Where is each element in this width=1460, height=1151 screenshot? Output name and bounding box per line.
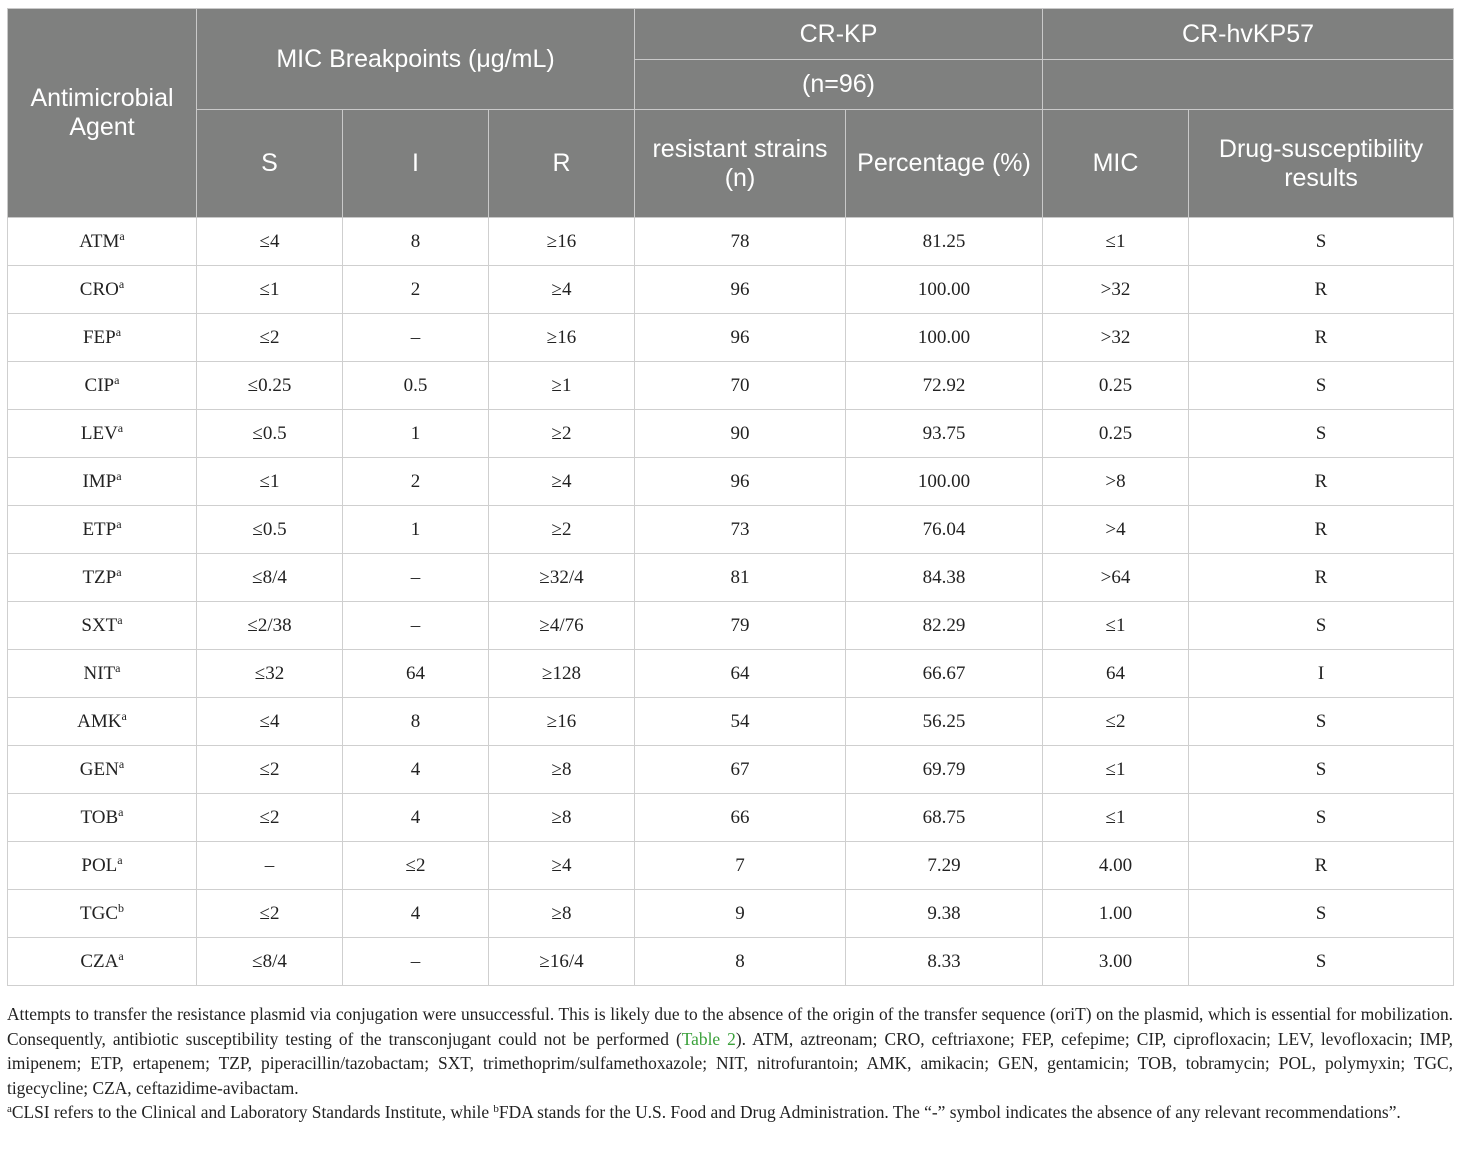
agent-name: ETP	[82, 518, 117, 540]
agent-superscript: a	[118, 756, 125, 771]
cell-mic: ≤1	[1043, 602, 1189, 650]
cell-result: R	[1189, 266, 1454, 314]
cell-pct: 93.75	[846, 410, 1043, 458]
footnote-text-1b: ). ATM, aztreonam; CRO, ceftriaxone; FEP, cefepime; CIP, ciprofloxacin; LEV, levofloxacin; IMP, imipenem; ETP, ertapenem; TZP, piperacillin/tazobactam; SXT, trimethoprim/sulfamethoxazole; NIT, nitrofurantoin; AMK, amikacin; GEN, gentamicin; TOB, tobramycin; POL, polymyxin; TGC, tigecycline; CZA, ceftazidime-avibactam.	[7, 1028, 1453, 1098]
table-row	[8, 698, 1454, 746]
table-body	[8, 218, 1454, 986]
cell-i: 64	[343, 650, 489, 698]
cell-agent	[8, 602, 197, 650]
cell-i: 8	[343, 218, 489, 266]
cell-i: –	[343, 938, 489, 986]
table-row	[8, 410, 1454, 458]
cell-i: –	[343, 554, 489, 602]
agent-name: SXT	[81, 614, 118, 636]
cell-s: ≤0.5	[197, 410, 343, 458]
cell-s: ≤2	[197, 890, 343, 938]
cell-result: R	[1189, 458, 1454, 506]
cell-r: ≥8	[489, 746, 635, 794]
agent-name: FEP	[82, 326, 116, 348]
cell-mic: >4	[1043, 506, 1189, 554]
cell-n: 8	[635, 938, 846, 986]
cell-mic: 0.25	[1043, 362, 1189, 410]
cell-r: ≥16	[489, 218, 635, 266]
header-mic: MIC	[1043, 110, 1189, 218]
cell-result: S	[1189, 362, 1454, 410]
header-hvkp: CR-hvKP57	[1043, 9, 1454, 60]
table-row	[8, 602, 1454, 650]
cell-mic: >8	[1043, 458, 1189, 506]
cell-n: 66	[635, 794, 846, 842]
cell-r: ≥128	[489, 650, 635, 698]
agent-superscript: a	[118, 948, 124, 963]
cell-result: R	[1189, 554, 1454, 602]
cell-pct: 82.29	[846, 602, 1043, 650]
cell-s: ≤2	[197, 314, 343, 362]
cell-n: 64	[635, 650, 846, 698]
cell-s: ≤2	[197, 746, 343, 794]
cell-pct: 66.67	[846, 650, 1043, 698]
table-row	[8, 938, 1454, 986]
agent-name: ATM	[79, 230, 120, 252]
cell-mic: 4.00	[1043, 842, 1189, 890]
footnote-sup-b: b	[493, 1103, 499, 1115]
cell-agent	[8, 746, 197, 794]
cell-i: –	[343, 602, 489, 650]
agent-superscript: a	[115, 660, 121, 675]
agent-superscript: a	[121, 708, 127, 723]
cell-n: 96	[635, 266, 846, 314]
header-s: S	[197, 110, 343, 218]
cell-n: 67	[635, 746, 846, 794]
table-container	[7, 8, 1453, 986]
cell-s: –	[197, 842, 343, 890]
agent-name: GEN	[79, 758, 119, 780]
cell-n: 96	[635, 458, 846, 506]
cell-n: 96	[635, 314, 846, 362]
table-row	[8, 746, 1454, 794]
cell-result: R	[1189, 506, 1454, 554]
agent-name: NIT	[83, 662, 116, 684]
cell-pct: 100.00	[846, 266, 1043, 314]
table-row	[8, 314, 1454, 362]
table-2-link[interactable]: Table 2	[681, 1028, 736, 1049]
cell-s: ≤0.5	[197, 506, 343, 554]
cell-agent	[8, 554, 197, 602]
agent-superscript: a	[116, 468, 122, 483]
agent-name: POL	[81, 854, 118, 876]
header-percentage: Percentage (%)	[846, 110, 1043, 218]
cell-i: 2	[343, 458, 489, 506]
cell-result: S	[1189, 698, 1454, 746]
cell-pct: 100.00	[846, 458, 1043, 506]
header-i: I	[343, 110, 489, 218]
cell-n: 73	[635, 506, 846, 554]
footnote-abbreviations	[7, 1002, 1453, 1100]
agent-superscript: a	[117, 612, 123, 627]
header-crkp: CR-KP	[635, 9, 1043, 60]
table-footnote	[7, 1002, 1453, 1125]
cell-n: 81	[635, 554, 846, 602]
cell-agent	[8, 506, 197, 554]
cell-i: 8	[343, 698, 489, 746]
cell-pct: 69.79	[846, 746, 1043, 794]
cell-s: ≤8/4	[197, 938, 343, 986]
cell-s: ≤8/4	[197, 554, 343, 602]
cell-n: 54	[635, 698, 846, 746]
agent-name: CRO	[79, 278, 119, 300]
cell-mic: ≤1	[1043, 746, 1189, 794]
cell-r: ≥8	[489, 890, 635, 938]
cell-i: 4	[343, 794, 489, 842]
header-drug-susceptibility: Drug-susceptibility results	[1189, 110, 1454, 218]
cell-result: R	[1189, 842, 1454, 890]
cell-agent	[8, 218, 197, 266]
cell-i: 2	[343, 266, 489, 314]
header-r: R	[489, 110, 635, 218]
cell-pct: 72.92	[846, 362, 1043, 410]
cell-agent	[8, 698, 197, 746]
table-row	[8, 218, 1454, 266]
agent-name: IMP	[82, 470, 117, 492]
table-row	[8, 650, 1454, 698]
cell-pct: 76.04	[846, 506, 1043, 554]
table-row	[8, 794, 1454, 842]
footnote-sources	[7, 1100, 1453, 1125]
footnote-text-2b: FDA stands for the U.S. Food and Drug Administration. The “-” symbol indicates the absence of any relevant recommendations”.	[498, 1102, 1401, 1122]
cell-pct: 100.00	[846, 314, 1043, 362]
cell-r: ≥4	[489, 842, 635, 890]
cell-agent	[8, 650, 197, 698]
cell-pct: 81.25	[846, 218, 1043, 266]
cell-i: 4	[343, 746, 489, 794]
table-row	[8, 842, 1454, 890]
cell-i: ≤2	[343, 842, 489, 890]
cell-result: S	[1189, 938, 1454, 986]
cell-n: 70	[635, 362, 846, 410]
header-crkp-n: (n=96)	[635, 60, 1043, 110]
agent-superscript: a	[118, 804, 124, 819]
cell-s: ≤1	[197, 458, 343, 506]
agent-superscript: b	[118, 900, 124, 915]
footnote-text-1a: Attempts to transfer the resistance plasmid via conjugation were unsuccessful. This is likely due to the absence of the origin of the transfer sequence (oriT) on the plasmid, which is essential for mobilization. Consequently, antibiotic susceptibility testing of the transconjugant could not be performed (	[7, 1004, 1453, 1049]
agent-superscript: a	[119, 228, 125, 243]
susceptibility-table	[7, 8, 1454, 986]
agent-superscript: a	[116, 516, 122, 531]
cell-agent	[8, 794, 197, 842]
agent-name: CZA	[80, 950, 119, 972]
cell-r: ≥2	[489, 410, 635, 458]
cell-mic: 3.00	[1043, 938, 1189, 986]
cell-mic: ≤1	[1043, 218, 1189, 266]
cell-n: 79	[635, 602, 846, 650]
cell-s: ≤2/38	[197, 602, 343, 650]
cell-s: ≤32	[197, 650, 343, 698]
cell-agent	[8, 938, 197, 986]
cell-r: ≥1	[489, 362, 635, 410]
cell-i: –	[343, 314, 489, 362]
cell-result: I	[1189, 650, 1454, 698]
cell-result: S	[1189, 746, 1454, 794]
cell-i: 1	[343, 506, 489, 554]
cell-pct: 7.29	[846, 842, 1043, 890]
cell-result: S	[1189, 218, 1454, 266]
cell-result: S	[1189, 794, 1454, 842]
cell-n: 9	[635, 890, 846, 938]
cell-pct: 84.38	[846, 554, 1043, 602]
cell-r: ≥16	[489, 698, 635, 746]
cell-mic: ≤1	[1043, 794, 1189, 842]
cell-pct: 8.33	[846, 938, 1043, 986]
cell-result: S	[1189, 890, 1454, 938]
cell-agent	[8, 362, 197, 410]
table-row	[8, 554, 1454, 602]
cell-s: ≤1	[197, 266, 343, 314]
agent-name: CIP	[84, 374, 115, 396]
cell-r: ≥4/76	[489, 602, 635, 650]
cell-r: ≥16	[489, 314, 635, 362]
agent-superscript: a	[117, 420, 124, 435]
table-row	[8, 362, 1454, 410]
cell-result: S	[1189, 602, 1454, 650]
table-row	[8, 890, 1454, 938]
cell-s: ≤4	[197, 698, 343, 746]
cell-mic: >32	[1043, 266, 1189, 314]
agent-name: TGC	[80, 902, 118, 924]
cell-agent	[8, 842, 197, 890]
cell-r: ≥8	[489, 794, 635, 842]
cell-mic: 64	[1043, 650, 1189, 698]
cell-n: 90	[635, 410, 846, 458]
cell-agent	[8, 410, 197, 458]
cell-pct: 56.25	[846, 698, 1043, 746]
cell-agent	[8, 314, 197, 362]
agent-superscript: a	[116, 564, 122, 579]
header-resistant-strains: resistant strains (n)	[635, 110, 846, 218]
agent-name: TOB	[80, 806, 119, 828]
cell-agent	[8, 890, 197, 938]
agent-name: AMK	[77, 710, 122, 732]
header-mic-breakpoints: MIC Breakpoints (μg/mL)	[197, 9, 635, 110]
cell-pct: 9.38	[846, 890, 1043, 938]
cell-mic: 1.00	[1043, 890, 1189, 938]
agent-superscript: a	[118, 276, 125, 291]
footnote-text-2a: CLSI refers to the Clinical and Laboratory Standards Institute, while	[11, 1102, 494, 1122]
header-hvkp-blank	[1043, 60, 1454, 110]
cell-mic: 0.25	[1043, 410, 1189, 458]
cell-r: ≥32/4	[489, 554, 635, 602]
cell-r: ≥4	[489, 266, 635, 314]
table-row	[8, 506, 1454, 554]
cell-agent	[8, 266, 197, 314]
cell-mic: >64	[1043, 554, 1189, 602]
agent-superscript: a	[115, 324, 122, 339]
agent-name: TZP	[82, 566, 117, 588]
cell-agent	[8, 458, 197, 506]
cell-n: 7	[635, 842, 846, 890]
cell-pct: 68.75	[846, 794, 1043, 842]
footnote-sup-a: a	[7, 1103, 12, 1115]
cell-n: 78	[635, 218, 846, 266]
cell-i: 1	[343, 410, 489, 458]
cell-s: ≤4	[197, 218, 343, 266]
table-row	[8, 458, 1454, 506]
cell-i: 0.5	[343, 362, 489, 410]
cell-r: ≥2	[489, 506, 635, 554]
cell-r: ≥4	[489, 458, 635, 506]
cell-i: 4	[343, 890, 489, 938]
cell-s: ≤0.25	[197, 362, 343, 410]
cell-result: R	[1189, 314, 1454, 362]
agent-superscript: a	[117, 852, 123, 867]
cell-mic: >32	[1043, 314, 1189, 362]
agent-name: LEV	[80, 422, 118, 444]
cell-mic: ≤2	[1043, 698, 1189, 746]
agent-superscript: a	[114, 372, 120, 387]
cell-r: ≥16/4	[489, 938, 635, 986]
cell-s: ≤2	[197, 794, 343, 842]
header-agent: Antimicrobial Agent	[8, 9, 197, 218]
cell-result: S	[1189, 410, 1454, 458]
table-row	[8, 266, 1454, 314]
